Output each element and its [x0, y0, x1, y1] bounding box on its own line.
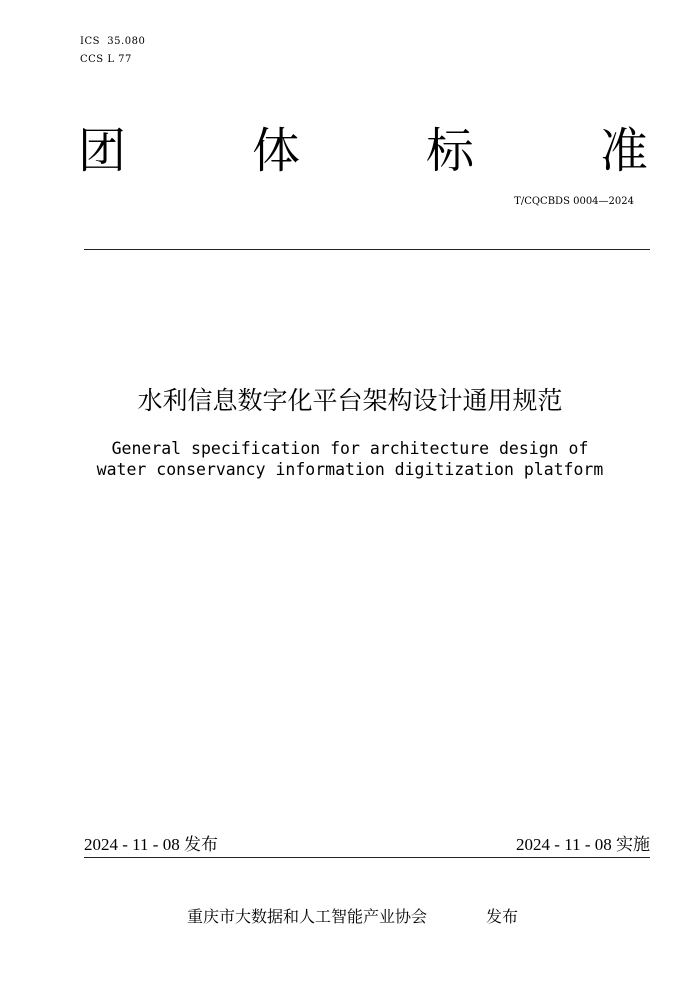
standard-number: T/CQCBDS 0004—2024: [514, 196, 634, 207]
ccs-code: CCS L 77: [80, 54, 132, 65]
english-title-line-2: water conservancy information digitization platform: [96, 460, 604, 479]
heading-char-3: 标: [425, 123, 474, 179]
publish-date: 2024 - 11 - 08 发布: [84, 835, 218, 854]
heading-char-2: 体: [251, 123, 300, 179]
english-title: [0, 438, 700, 480]
implement-date: 2024 - 11 - 08 实施: [516, 835, 650, 854]
chinese-title: 水利信息数字化平台架构设计通用规范: [137, 386, 563, 415]
heading-char-4: 准: [599, 123, 648, 179]
issuer-action: 发布: [486, 907, 519, 926]
top-divider: [84, 249, 650, 250]
ics-code: ICS 35.080: [80, 36, 146, 47]
heading-char-1: 团: [78, 123, 127, 179]
issuer-name: 重庆市大数据和人工智能产业协会: [187, 907, 428, 926]
document-type-heading: [78, 120, 648, 182]
english-title-line-1: General specification for architecture design of: [111, 439, 589, 458]
bottom-divider: [84, 857, 650, 858]
